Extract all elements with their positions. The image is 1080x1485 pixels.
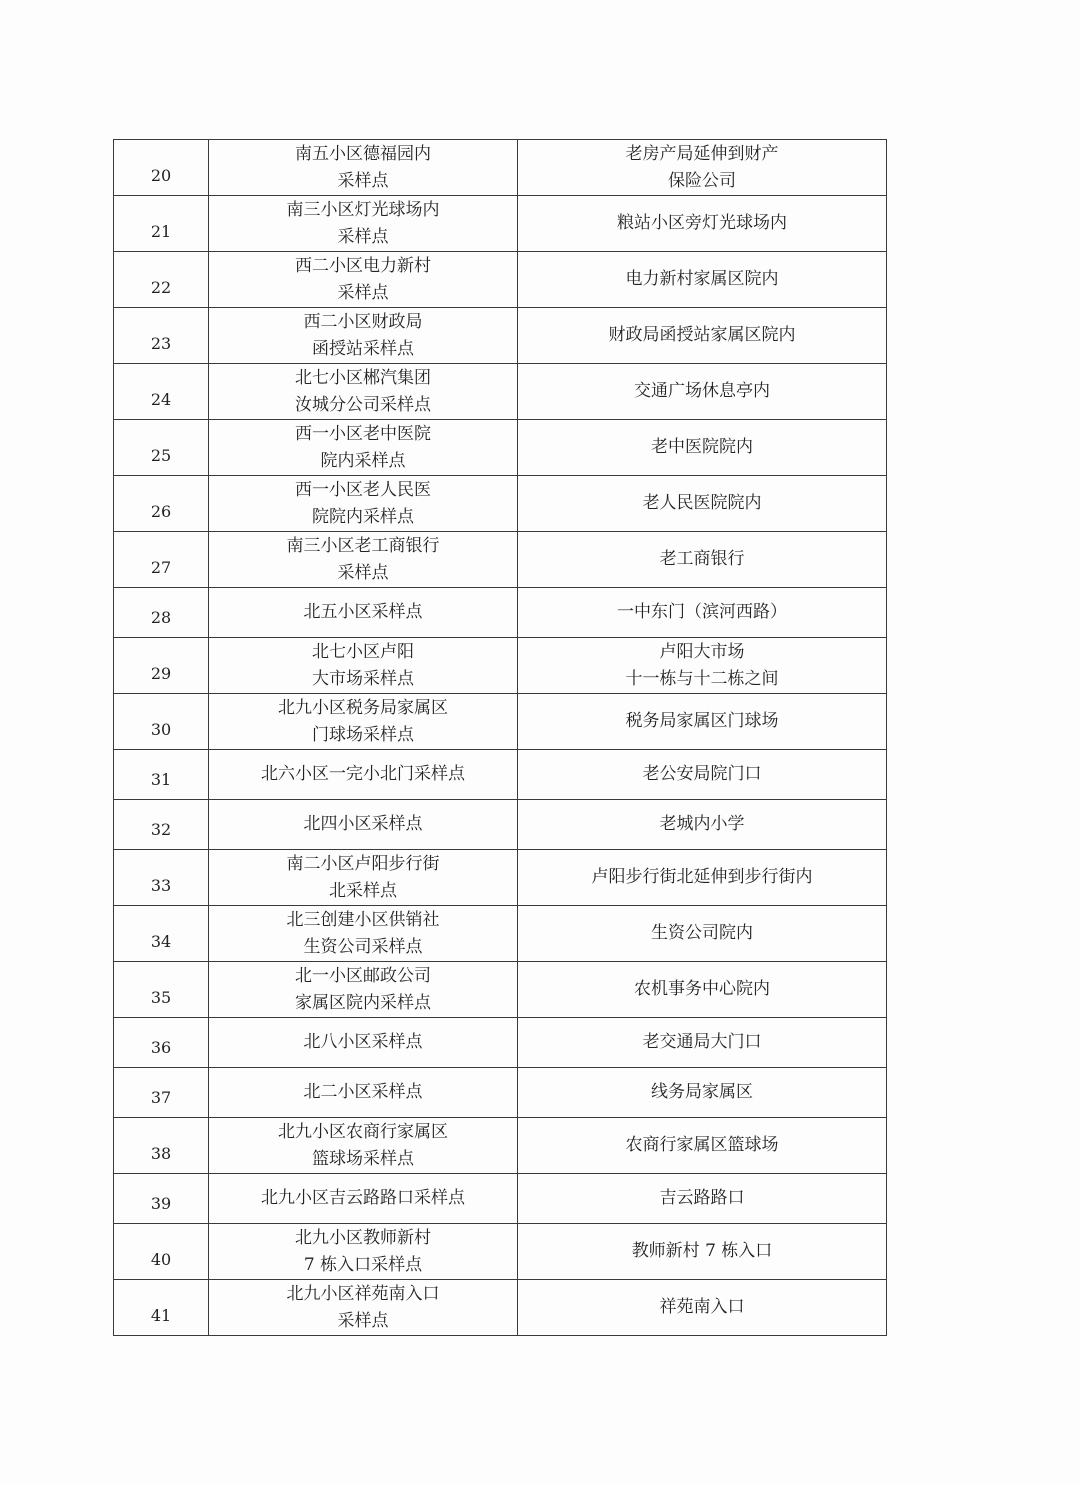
location-cell: [518, 1280, 887, 1336]
site-name-line: 北九小区税务局家属区: [278, 697, 448, 718]
site-name-cell: [209, 850, 518, 906]
location-line: 税务局家属区门球场: [625, 711, 779, 731]
table-row: [114, 962, 887, 1018]
row-number: 21: [114, 196, 209, 252]
row-number: 26: [114, 476, 209, 532]
site-name-cell: [209, 588, 518, 638]
site-name-line: 函授站采样点: [312, 338, 414, 359]
location-cell: [518, 252, 887, 308]
site-name-cell: [209, 252, 518, 308]
site-name-cell: [209, 1018, 518, 1068]
site-name-cell: [209, 962, 518, 1018]
location-cell: [518, 476, 887, 532]
location-line: 农机事务中心院内: [634, 979, 770, 999]
row-number: 28: [114, 588, 209, 638]
site-name-cell: [209, 1224, 518, 1280]
site-name-line: 南二小区卢阳步行街: [286, 853, 440, 874]
location-cell: [518, 140, 887, 196]
table-row: [114, 750, 887, 800]
location-cell: [518, 196, 887, 252]
site-name-line: 北九小区教师新村: [295, 1227, 431, 1248]
site-name-cell: [209, 1068, 518, 1118]
site-name-line: 采样点: [337, 170, 389, 191]
table-row: [114, 1174, 887, 1224]
table-row: [114, 1018, 887, 1068]
site-name-line: 北采样点: [329, 880, 397, 901]
site-name-line: 北九小区祥苑南入口: [286, 1283, 440, 1304]
site-name-line: 南五小区德福园内: [295, 143, 431, 164]
site-name-cell: [209, 308, 518, 364]
sampling-sites-table: [113, 139, 887, 1336]
site-name-cell: [209, 1118, 518, 1174]
location-line: 财政局函授站家属区院内: [608, 325, 796, 345]
site-name-line: 采样点: [337, 226, 389, 247]
table-body: [114, 140, 887, 1336]
location-cell: [518, 1018, 887, 1068]
row-number: 36: [114, 1018, 209, 1068]
table-row: [114, 140, 887, 196]
location-cell: [518, 420, 887, 476]
site-name-cell: [209, 694, 518, 750]
table-row: [114, 850, 887, 906]
location-line: 老房产局延伸到财产: [625, 143, 779, 164]
site-name-line: 北二小区采样点: [303, 1082, 423, 1102]
location-line: 老公安局院门口: [642, 764, 762, 784]
site-name-cell: [209, 196, 518, 252]
table-row: [114, 364, 887, 420]
site-name-line: 西一小区老中医院: [295, 423, 431, 444]
site-name-line: 汝城分公司采样点: [295, 394, 431, 415]
row-number: 39: [114, 1174, 209, 1224]
location-line: 老交通局大门口: [642, 1032, 762, 1052]
table-row: [114, 1280, 887, 1336]
row-number: 33: [114, 850, 209, 906]
site-name-line: 院院内采样点: [312, 506, 414, 527]
location-line: 祥苑南入口: [659, 1297, 745, 1317]
site-name-cell: [209, 420, 518, 476]
table-row: [114, 1068, 887, 1118]
row-number: 25: [114, 420, 209, 476]
site-name-line: 篮球场采样点: [312, 1148, 414, 1169]
site-name-cell: [209, 906, 518, 962]
table-row: [114, 252, 887, 308]
location-cell: [518, 1118, 887, 1174]
location-line: 老人民医院院内: [642, 493, 762, 513]
site-name-cell: [209, 750, 518, 800]
location-cell: [518, 750, 887, 800]
location-line: 交通广场休息亭内: [634, 381, 770, 401]
location-line: 老工商银行: [659, 549, 745, 569]
site-name-cell: [209, 364, 518, 420]
site-name-line: 西一小区老人民医: [295, 479, 431, 500]
site-name-line: 7 栋入口采样点: [303, 1254, 423, 1275]
row-number: 34: [114, 906, 209, 962]
table-row: [114, 420, 887, 476]
location-cell: [518, 638, 887, 694]
site-name-line: 北六小区一完小北门采样点: [261, 764, 465, 784]
row-number: 22: [114, 252, 209, 308]
row-number: 31: [114, 750, 209, 800]
location-cell: [518, 588, 887, 638]
table-row: [114, 588, 887, 638]
site-name-line: 采样点: [337, 282, 389, 303]
site-name-line: 门球场采样点: [312, 724, 414, 745]
row-number: 23: [114, 308, 209, 364]
row-number: 27: [114, 532, 209, 588]
site-name-line: 北四小区采样点: [303, 814, 423, 834]
site-name-line: 北七小区卢阳: [312, 641, 414, 662]
location-line: 教师新村 7 栋入口: [631, 1241, 773, 1261]
location-line: 线务局家属区: [651, 1082, 753, 1102]
site-name-cell: [209, 140, 518, 196]
site-name-line: 北七小区郴汽集团: [295, 367, 431, 388]
table-row: [114, 694, 887, 750]
site-name-cell: [209, 1174, 518, 1224]
location-cell: [518, 906, 887, 962]
site-name-cell: [209, 638, 518, 694]
row-number: 20: [114, 140, 209, 196]
site-name-line: 院内采样点: [320, 450, 406, 471]
site-name-line: 北八小区采样点: [303, 1032, 423, 1052]
location-cell: [518, 364, 887, 420]
table-row: [114, 196, 887, 252]
location-cell: [518, 308, 887, 364]
site-name-line: 北五小区采样点: [303, 602, 423, 622]
table-row: [114, 532, 887, 588]
table-row: [114, 308, 887, 364]
row-number: 37: [114, 1068, 209, 1118]
table-row: [114, 476, 887, 532]
row-number: 29: [114, 638, 209, 694]
location-cell: [518, 800, 887, 850]
site-name-line: 西二小区财政局: [303, 311, 423, 332]
site-name-line: 北九小区农商行家属区: [278, 1121, 448, 1142]
location-cell: [518, 1068, 887, 1118]
location-line: 卢阳大市场: [659, 641, 745, 662]
site-name-line: 北一小区邮政公司: [295, 965, 431, 986]
location-line: 老中医院院内: [651, 437, 753, 457]
row-number: 32: [114, 800, 209, 850]
site-name-line: 南三小区灯光球场内: [286, 199, 440, 220]
location-line: 保险公司: [668, 170, 736, 191]
location-line: 老城内小学: [659, 814, 745, 834]
location-line: 十一栋与十二栋之间: [625, 668, 779, 689]
site-name-line: 西二小区电力新村: [295, 255, 431, 276]
site-name-cell: [209, 800, 518, 850]
table-row: [114, 1118, 887, 1174]
location-cell: [518, 532, 887, 588]
row-number: 40: [114, 1224, 209, 1280]
table-row: [114, 638, 887, 694]
site-name-line: 采样点: [337, 562, 389, 583]
location-line: 电力新村家属区院内: [625, 269, 779, 289]
row-number: 41: [114, 1280, 209, 1336]
table-row: [114, 906, 887, 962]
location-cell: [518, 1224, 887, 1280]
location-cell: [518, 850, 887, 906]
site-name-line: 北三创建小区供销社: [286, 909, 440, 930]
location-line: 吉云路路口: [659, 1188, 745, 1208]
site-name-line: 南三小区老工商银行: [286, 535, 440, 556]
row-number: 38: [114, 1118, 209, 1174]
site-name-line: 北九小区吉云路路口采样点: [261, 1188, 465, 1208]
site-name-cell: [209, 532, 518, 588]
table-row: [114, 1224, 887, 1280]
location-line: 卢阳步行街北延伸到步行街内: [591, 867, 813, 887]
location-line: 生资公司院内: [651, 923, 753, 943]
site-name-line: 采样点: [337, 1310, 389, 1331]
site-name-line: 家属区院内采样点: [295, 992, 431, 1013]
row-number: 35: [114, 962, 209, 1018]
site-name-cell: [209, 1280, 518, 1336]
table-row: [114, 800, 887, 850]
location-line: 粮站小区旁灯光球场内: [617, 213, 787, 233]
location-line: 一中东门（滨河西路）: [617, 602, 787, 622]
row-number: 30: [114, 694, 209, 750]
location-cell: [518, 1174, 887, 1224]
site-name-line: 生资公司采样点: [303, 936, 423, 957]
site-name-cell: [209, 476, 518, 532]
location-cell: [518, 694, 887, 750]
location-line: 农商行家属区篮球场: [625, 1135, 779, 1155]
location-cell: [518, 962, 887, 1018]
site-name-line: 大市场采样点: [312, 668, 414, 689]
row-number: 24: [114, 364, 209, 420]
